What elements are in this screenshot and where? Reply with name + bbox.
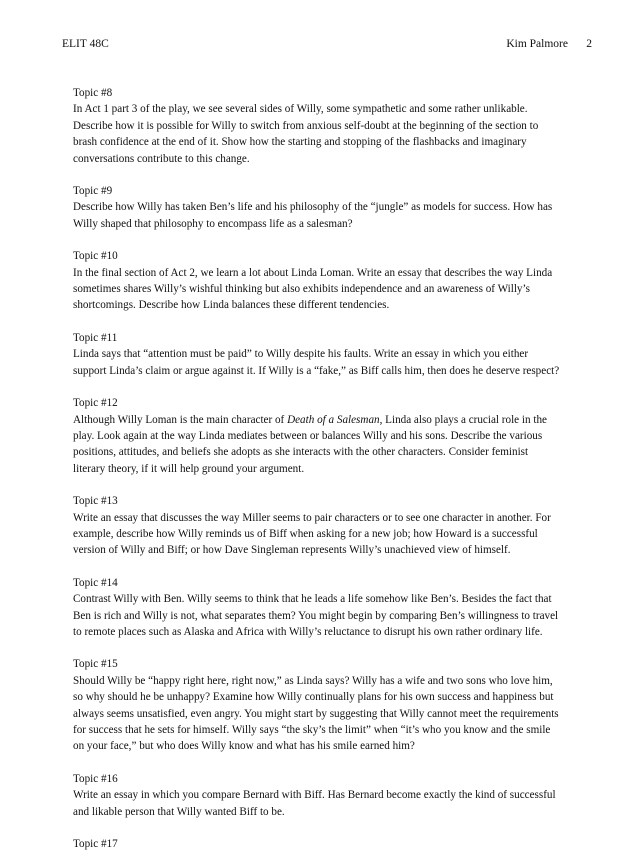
topic-list (73, 85, 563, 868)
prompt-text-before: Although Willy Loman is the main character of (73, 413, 288, 426)
topic-label: Topic #12 (73, 397, 118, 410)
topic-10 (73, 248, 563, 314)
topic-14 (73, 575, 563, 641)
topic-label: Topic #8 (73, 87, 113, 99)
page-header (62, 38, 592, 54)
topic-prompt: In the final section of Act 2, we learn a lot about Linda Loman. Write an essay that describes the way Linda sometimes shares Willy’s wishful thinking but also exhibits independence and an awareness of Willy’s shortcomings. Describe how Linda balances these different tendencies. (73, 266, 553, 312)
topic-label: Topic #14 (73, 576, 118, 589)
topic-label: Topic #10 (73, 250, 118, 263)
page-number: 2 (586, 38, 592, 50)
topic-prompt: Write an essay that discusses the way Miller seems to pair characters or to see one character in another. For example, describe how Willy reminds us of Biff when asking for a new job; how Howard is a successful version of Willy and Biff; or how Dave Singleman represents Willy’s unachieved view of himself. (73, 511, 551, 557)
course-code: ELIT 48C (62, 38, 109, 50)
topic-label: Topic #15 (73, 658, 118, 671)
topic-prompt: Should Willy be “happy right here, right now,” as Linda says? Willy has a wife and two sons who love him, so why should he be unhappy? Examine how Willy continually plans for his own success and happiness but always seems unsatisfied, even angry. You might start by suggesting that Willy cannot meet the requirements for success that he sets for himself. Willy says “the sky’s the limit” when “it’s who you know and the smile on your face,” but who does Willy know and what has his smile earned him? (73, 674, 559, 753)
topic-label: Topic #17 (73, 838, 118, 851)
topic-17 (73, 836, 563, 852)
topic-12 (73, 395, 563, 477)
topic-11 (73, 330, 563, 379)
topic-prompt: In Act 1 part 3 of the play, we see several sides of Willy, some sympathetic and some rather unlikable. Describe how it is possible for Willy to switch from anxious self-doubt at the beginning of the section to brash confidence at the end of it. Show how the starting and stopping of the flashbacks and imaginary conversations contribute to this change. (73, 103, 539, 165)
topic-prompt: Linda says that “attention must be paid” to Willy despite his faults. Write an essay in which you either support Linda’s claim or argue against it. If Willy is a “fake,” as Biff calls him, then does he deserve respect? (73, 348, 560, 377)
topic-16 (73, 771, 563, 820)
topic-prompt: Write an essay in which you compare Bernard with Biff. Has Bernard become exactly the kind of successful and likable person that Willy wanted Biff to be. (73, 789, 556, 818)
topic-label: Topic #9 (73, 185, 113, 198)
play-title: Death of a Salesman (287, 413, 380, 426)
topic-9 (73, 183, 563, 232)
author-name: Kim Palmore (506, 38, 568, 50)
topic-13 (73, 493, 563, 559)
prompt-text-after: , Linda also plays a crucial role in the play. Look again at the way Linda mediates between or balances Willy and his sons. Describe the various positions, attitudes, and beliefs she adopts as she interacts with the other characters. Consider feminist literary theory, if it will help ground your argument. (73, 413, 547, 475)
topic-prompt (73, 412, 563, 478)
topic-prompt: Describe how Willy has taken Ben’s life and his philosophy of the “jungle” as models for success. How has Willy shaped that philosophy to encompass life as a salesman? (73, 201, 553, 230)
topic-8 (73, 85, 563, 167)
topic-label: Topic #11 (73, 331, 118, 344)
topic-15 (73, 656, 563, 754)
topic-prompt: Contrast Willy with Ben. Willy seems to think that he leads a life somehow like Ben’s. Besides the fact that Ben is rich and Willy is not, what separates them? You might begin by comparing Ben’s willingness to travel to remote places such as Alaska and Africa with Willy’s reluctance to disrupt his own rather ordinary life. (73, 593, 559, 638)
topic-label: Topic #16 (73, 772, 118, 785)
topic-label: Topic #13 (73, 495, 118, 508)
